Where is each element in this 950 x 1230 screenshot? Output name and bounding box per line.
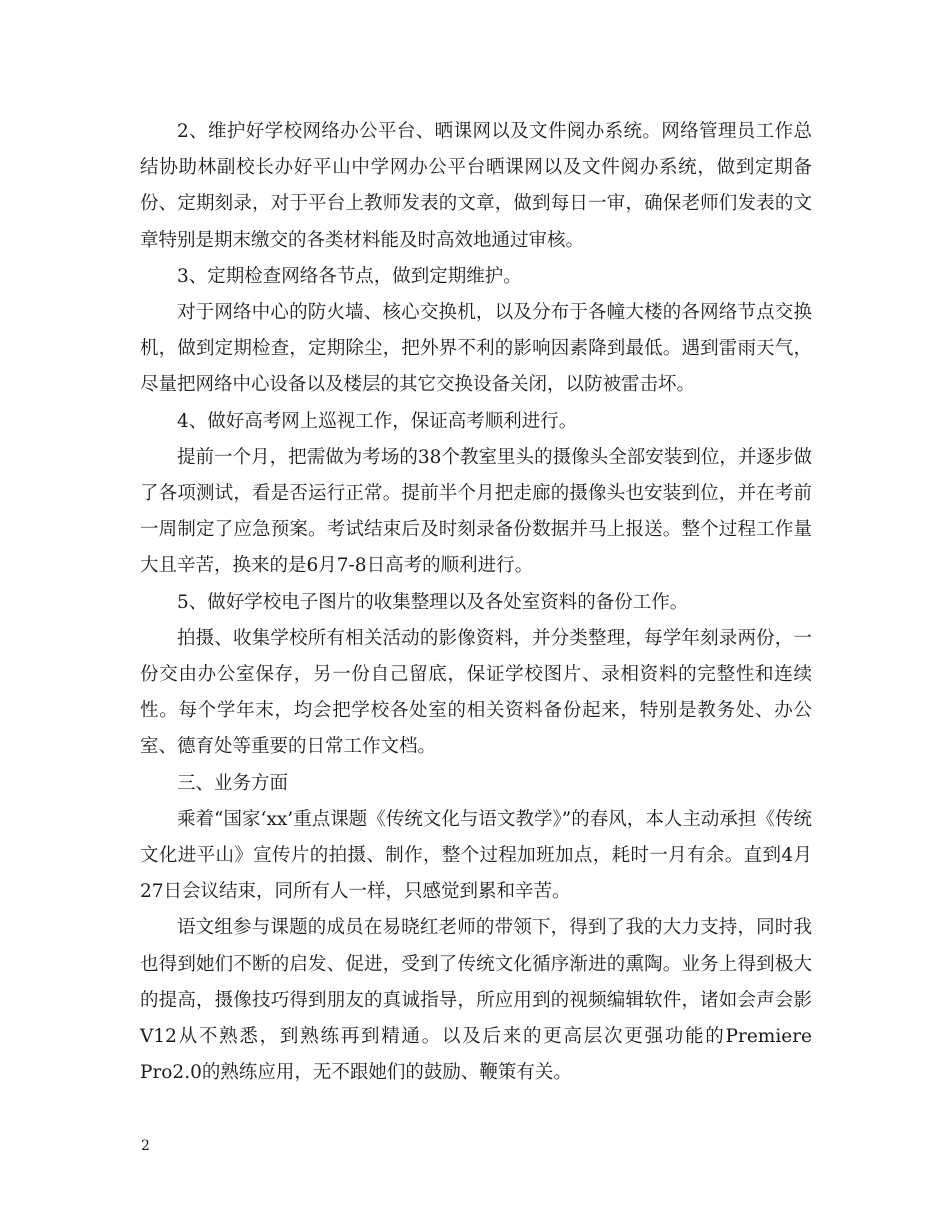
section-heading-business: 三、业务方面 [177, 772, 289, 794]
paragraph-exam-monitoring-heading: 4、做好高考网上巡视工作，保证高考顺利进行。 [177, 410, 578, 432]
paragraph-node-maintenance: 对于网络中心的防火墙、核心交换机，以及分布于各幢大楼的各网络节点交换机，做到定期检查，定期除尘，把外界不利的影响因素降到最低。遇到雷雨天气，尽量把网络中心设备以及楼层的其它交换设备关闭，以防被雷击坏。 [140, 302, 812, 396]
paragraph-image-archive: 拍摄、收集学校所有相关活动的影像资料，并分类整理，每学年刻录两份，一份交由办公室保存，另一份自己留底，保证学校图片、录相资料的完整性和连续性。每个学年末，均会把学校各处室的相关资料备份起来，特别是教务处、办公室、德育处等重要的日常工作文档。 [140, 627, 812, 758]
paragraph-exam-monitoring: 提前一个月，把需做为考场的38个教室里头的摄像头全部安装到位，并逐步做了各项测试，看是否运行正常。提前半个月把走廊的摄像头也安装到位，并在考前一周制定了应急预案。考试结束后及时刻录备份数据并马上报送。整个过程工作量大且辛苦，换来的是6月7-8日高考的顺利进行。 [140, 446, 812, 577]
paragraph-network-platform: 2、维护好学校网络办公平台、晒课网以及文件阅办系统。网络管理员工作总结协助林副校长办好平山中学网办公平台晒课网以及文件阅办系统，做到定期备份、定期刻录，对于平台上教师发表的文章，做到每日一审，确保老师们发表的文章特别是期末缴交的各类材料能及时高效地通过审核。 [140, 121, 812, 251]
paragraph-culture-project: 乘着“国家‘xx’重点课题《传统文化与语文教学》”的春风，本人主动承担《传统文化进平山》宣传片的拍摄、制作，整个过程加班加点，耗时一月有余。直到4月27日会议结束，同所有人一样，只感觉到累和辛苦。 [140, 808, 812, 903]
paragraph-node-maintenance-heading: 3、定期检查网络各节点，做到定期维护。 [177, 265, 522, 287]
paragraph-team-support: 语文组参与课题的成员在易晓红老师的带领下，得到了我的大力支持，同时我也得到她们不断的启发、促进，受到了传统文化循序渐进的熏陶。业务上得到极大的提高，摄像技巧得到朋友的真诚指导，所应用到的视频编辑软件，诸如会声会影V12从不熟悉，到熟练再到精通。以及后来的更高层次更强功能的Premiere Pro2.0的熟练应用，无不跟她们的鼓励、鞭策有关。 [140, 917, 812, 1084]
page-number: 2 [141, 1138, 150, 1154]
document-body [140, 114, 812, 1091]
paragraph-image-archive-heading: 5、做好学校电子图片的收集整理以及各处室资料的备份工作。 [177, 591, 689, 613]
